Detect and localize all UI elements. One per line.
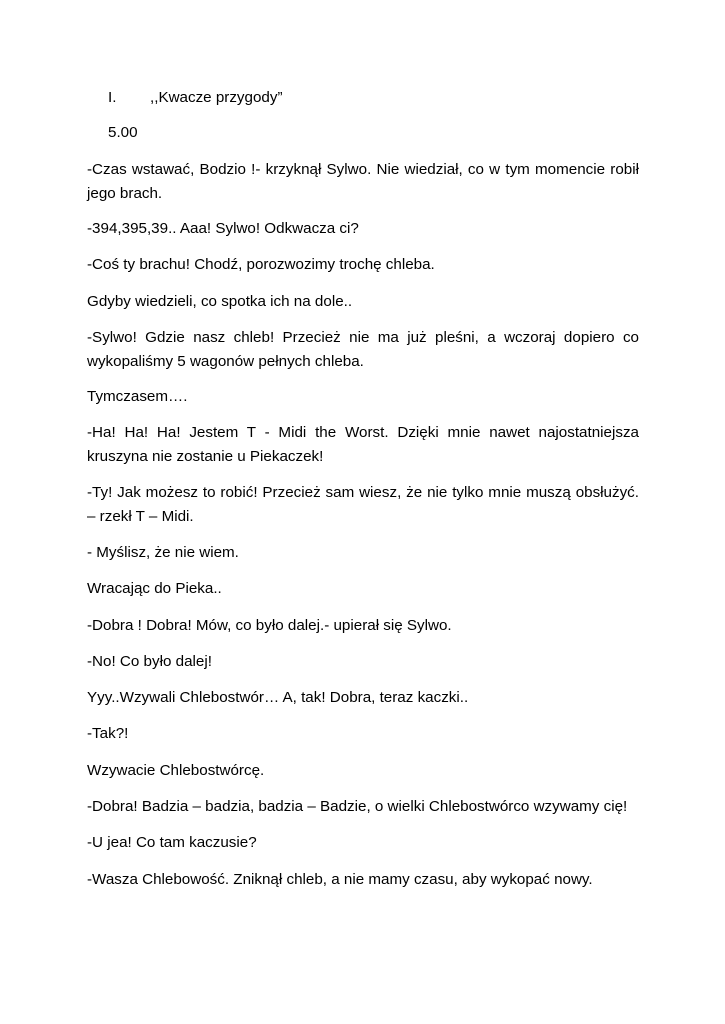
paragraph: -Wasza Chlebowość. Zniknął chleb, a nie mamy czasu, aby wykopać nowy.: [87, 871, 593, 888]
paragraph: -U jea! Co tam kaczusie?: [87, 834, 257, 851]
paragraph: Wracając do Pieka..: [87, 580, 222, 597]
paragraph: -Dobra ! Dobra! Mów, co było dalej.- upierał się Sylwo.: [87, 617, 452, 634]
paragraph: Tymczasem….: [87, 388, 188, 405]
paragraph: -Tak?!: [87, 725, 129, 742]
paragraph: Wzywacie Chlebostwórcę.: [87, 762, 265, 779]
paragraph: -Ty! Jak możesz to robić! Przecież sam wiesz, że nie tylko mnie muszą obsłużyć. – rzekł T – Midi.: [87, 484, 639, 525]
time-label: 5.00: [108, 124, 138, 141]
chapter-number: I.: [108, 89, 117, 106]
paragraph: - Myślisz, że nie wiem.: [87, 544, 239, 561]
paragraph: -Dobra! Badzia – badzia, badzia – Badzie, o wielki Chlebostwórco wzywamy cię!: [87, 798, 628, 815]
paragraph: Gdyby wiedzieli, co spotka ich na dole..: [87, 293, 353, 310]
paragraph: -394,395,39.. Aaa! Sylwo! Odkwacza ci?: [87, 220, 359, 237]
paragraph: -Ha! Ha! Ha! Jestem T - Midi the Worst. Dzięki mnie nawet najostatniejsza kruszyna nie zostanie u Piekaczek!: [87, 424, 639, 465]
paragraph: -Czas wstawać, Bodzio !- krzyknął Sylwo. Nie wiedział, co w tym momencie robił jego brach.: [87, 161, 639, 202]
paragraph: -No! Co było dalej!: [87, 653, 212, 670]
paragraph: -Coś ty brachu! Chodź, porozwozimy trochę chleba.: [87, 256, 435, 273]
chapter-title: ,,Kwacze przygody”: [150, 89, 283, 106]
paragraph: -Sylwo! Gdzie nasz chleb! Przecież nie ma już pleśni, a wczoraj dopiero co wykopaliśmy 5 wagonów pełnych chleba.: [87, 329, 639, 370]
paragraph: Yyy..Wzywali Chlebostwór… A, tak! Dobra, teraz kaczki..: [87, 689, 469, 706]
